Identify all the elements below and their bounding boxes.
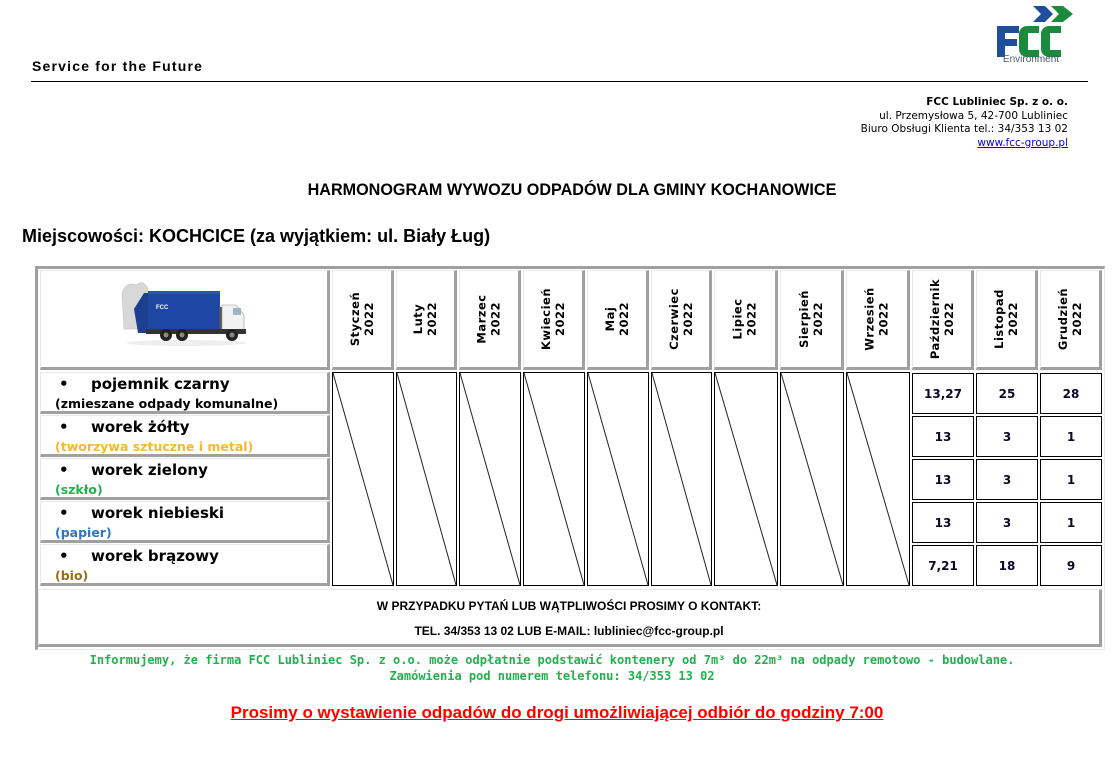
bullet-icon: • <box>59 504 69 522</box>
month-header <box>459 270 521 370</box>
company-info <box>861 96 1068 150</box>
bullet-icon: • <box>59 418 69 436</box>
waste-type-row <box>40 372 330 414</box>
collection-date-cell: 13 <box>912 416 974 457</box>
website-link[interactable]: www.fcc-group.pl <box>977 136 1068 149</box>
collection-date-cell: 3 <box>976 502 1038 543</box>
bullet-icon: • <box>59 547 69 565</box>
company-address: ul. Przemysłowa 5, 42-700 Lubliniec <box>879 109 1068 122</box>
waste-type-title <box>59 504 224 522</box>
month-label <box>539 288 567 350</box>
month-year: 2022 <box>362 302 376 337</box>
month-header <box>912 270 974 370</box>
waste-type-row <box>40 415 330 457</box>
month-year: 2022 <box>745 302 759 337</box>
contact-line-2: TEL. 34/353 13 02 LUB E-MAIL: lubliniec@fcc-group.pl <box>414 624 724 638</box>
month-year: 2022 <box>1070 302 1084 337</box>
collection-date-cell: 7,21 <box>912 545 974 586</box>
collection-date-cell: 3 <box>976 459 1038 500</box>
month-year: 2022 <box>877 301 892 337</box>
month-label <box>348 292 376 346</box>
no-collection-cell <box>780 372 844 586</box>
diagonal-strike <box>460 373 520 585</box>
month-name: Lipiec <box>731 298 745 340</box>
diagonal-strike <box>847 373 909 585</box>
collection-date-cell: 1 <box>1040 416 1102 457</box>
month-label <box>411 302 439 336</box>
month-label <box>667 288 695 350</box>
no-collection-cell <box>396 372 457 586</box>
month-label <box>1056 288 1084 350</box>
waste-type-row <box>40 501 330 543</box>
month-name: Marzec <box>475 294 489 344</box>
no-collection-cell <box>714 372 778 586</box>
month-label <box>863 287 891 350</box>
month-year: 2022 <box>553 302 567 337</box>
header-divider <box>31 81 1088 82</box>
waste-type-row <box>40 458 330 500</box>
diagonal-strike <box>652 373 711 585</box>
month-year: 2022 <box>425 301 440 337</box>
month-label <box>992 289 1020 349</box>
month-header <box>651 270 712 370</box>
tagline: Service for the Future <box>32 58 204 74</box>
logo-subtext: Environment <box>1002 54 1060 65</box>
month-header <box>846 270 910 370</box>
month-label <box>928 279 956 359</box>
locality-heading: Miejscowości: KOCHCICE (za wyjątkiem: ul. Biały Ług) <box>22 226 491 246</box>
month-name: Czerwiec <box>666 288 681 350</box>
fcc-letters <box>997 26 1061 57</box>
contact-line-1: W PRZYPADKU PYTAŃ LUB WĄTPLIWOŚCI PROSIMY O KONTAKT: <box>376 599 762 613</box>
no-collection-cell <box>523 372 585 586</box>
month-name: Grudzień <box>1056 287 1070 351</box>
month-name: Kwiecień <box>539 287 553 351</box>
chevron-arrows-icon <box>1033 6 1073 22</box>
collection-date-cell: 9 <box>1040 545 1102 586</box>
month-name: Styczeń <box>348 291 362 347</box>
container-info <box>0 652 1104 684</box>
month-year: 2022 <box>1006 302 1020 337</box>
diagonal-strike <box>715 373 777 585</box>
collection-date-cell: 13 <box>912 459 974 500</box>
waste-type-name: worek żółty <box>91 418 190 436</box>
month-name: Sierpień <box>796 290 811 348</box>
waste-type-description: (szkło) <box>55 482 103 497</box>
month-name: Październik <box>928 278 943 360</box>
waste-type-title <box>59 418 189 436</box>
waste-type-name: pojemnik czarny <box>91 375 230 393</box>
bullet-icon: • <box>59 375 69 393</box>
month-header <box>332 270 394 370</box>
month-header <box>714 270 778 370</box>
month-name: Wrzesień <box>863 287 878 351</box>
waste-type-name: worek niebieski <box>91 504 225 522</box>
waste-type-description: (papier) <box>55 525 112 540</box>
contact-box <box>38 589 1102 647</box>
month-label <box>731 298 759 339</box>
month-label <box>603 302 631 336</box>
info-line-2: Zamówienia pod numerem telefonu: 34/353 13 02 <box>389 669 715 683</box>
waste-type-row <box>40 544 330 586</box>
month-name: Listopad <box>992 289 1006 349</box>
waste-type-title <box>59 547 219 565</box>
pickup-time-notice: Prosimy o wystawienie odpadów do drogi umożliwiającej odbiór do godziny 7:00 <box>230 703 884 722</box>
month-name: Maj <box>602 306 617 332</box>
collection-date-cell: 1 <box>1040 459 1102 500</box>
no-collection-cell <box>846 372 910 586</box>
waste-type-description: (tworzywa sztuczne i metal) <box>55 439 254 454</box>
collection-date-cell: 13 <box>912 502 974 543</box>
collection-date-cell: 1 <box>1040 502 1102 543</box>
collection-date-cell: 25 <box>976 373 1038 414</box>
no-collection-cell <box>459 372 521 586</box>
collection-date-cell: 28 <box>1040 373 1102 414</box>
month-header <box>780 270 844 370</box>
diagonal-strike <box>588 373 648 585</box>
no-collection-cell <box>332 372 394 586</box>
month-label <box>797 290 825 348</box>
waste-type-title <box>59 375 230 393</box>
diagonal-strike <box>781 373 843 585</box>
garbage-truck-image <box>120 279 252 349</box>
waste-type-name: worek brązowy <box>91 547 219 565</box>
month-year: 2022 <box>489 302 503 337</box>
month-name: Luty <box>411 303 426 335</box>
month-header <box>976 270 1038 370</box>
waste-type-description: (zmieszane odpady komunalne) <box>55 396 279 411</box>
month-label <box>475 294 503 343</box>
company-phone: Biuro Obsługi Klienta tel.: 34/353 13 02 <box>860 123 1068 135</box>
waste-type-title <box>59 461 208 479</box>
month-year: 2022 <box>810 301 825 337</box>
diagonal-strike <box>524 373 584 585</box>
month-header <box>587 270 649 370</box>
collection-date-cell: 13,27 <box>912 373 974 414</box>
svg-text:FCC: FCC <box>156 305 169 311</box>
no-collection-cell <box>651 372 712 586</box>
month-header <box>523 270 585 370</box>
waste-type-description: (bio) <box>55 568 89 583</box>
waste-type-name: worek zielony <box>91 461 208 479</box>
diagonal-strike <box>397 373 456 585</box>
info-line-1: Informujemy, że firma FCC Lubliniec Sp. z o.o. może odpłatnie podstawić kontenery od 7m³ do 22m³ na odpady remotowo - budowlane. <box>89 653 1015 667</box>
month-header <box>1040 270 1102 370</box>
collection-date-cell: 3 <box>976 416 1038 457</box>
page-title: HARMONOGRAM WYWOZU ODPADÓW DLA GMINY KOCHANOWICE <box>307 181 837 199</box>
month-year: 2022 <box>680 301 695 337</box>
month-year: 2022 <box>616 301 631 337</box>
no-collection-cell <box>587 372 649 586</box>
company-name: FCC Lubliniec Sp. z o. o. <box>926 96 1068 108</box>
collection-date-cell: 18 <box>976 545 1038 586</box>
diagonal-strike <box>333 373 393 585</box>
month-header <box>396 270 457 370</box>
bullet-icon: • <box>59 461 69 479</box>
month-year: 2022 <box>942 301 957 337</box>
